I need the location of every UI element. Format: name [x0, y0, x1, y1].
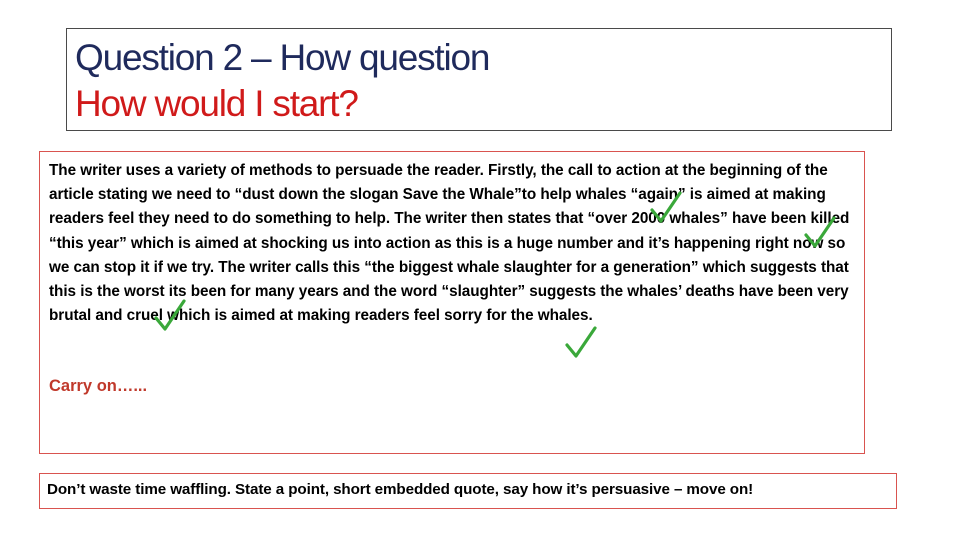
title-box — [66, 28, 892, 131]
example-paragraph: The writer uses a variety of methods to persuade the reader. Firstly, the call to action at the beginning of the article stating we need to “dust down the slogan Save the Whale”to help whales “again” is aimed at making readers feel they need to do something to help. The writer then states that “over 2000 whales” have been killed “this year” which is aimed at shocking us into action as this is a huge number and it’s happening right now so we can stop it if we try. The writer calls this “the biggest whale slaughter for a generation” which suggests that this is the worst its been for many years and the word “slaughter” suggests the whales’ deaths have been very brutal and cruel which is aimed at making readers feel sorry for the whales. — [49, 162, 850, 325]
carry-on-prompt: Carry on…... — [49, 377, 148, 395]
slide-title: Question 2 – How question — [75, 37, 490, 78]
slide-subtitle: How would I start? — [75, 83, 358, 124]
tip-box — [39, 473, 897, 509]
checkmark-icon — [564, 325, 598, 361]
checkmark-icon — [649, 190, 683, 226]
tip-text: Don’t waste time waffling. State a point, short embedded quote, say how it’s persuasive – move on! — [47, 481, 754, 498]
example-answer-box — [39, 151, 865, 454]
checkmark-icon — [153, 298, 187, 334]
checkmark-icon — [803, 215, 837, 251]
